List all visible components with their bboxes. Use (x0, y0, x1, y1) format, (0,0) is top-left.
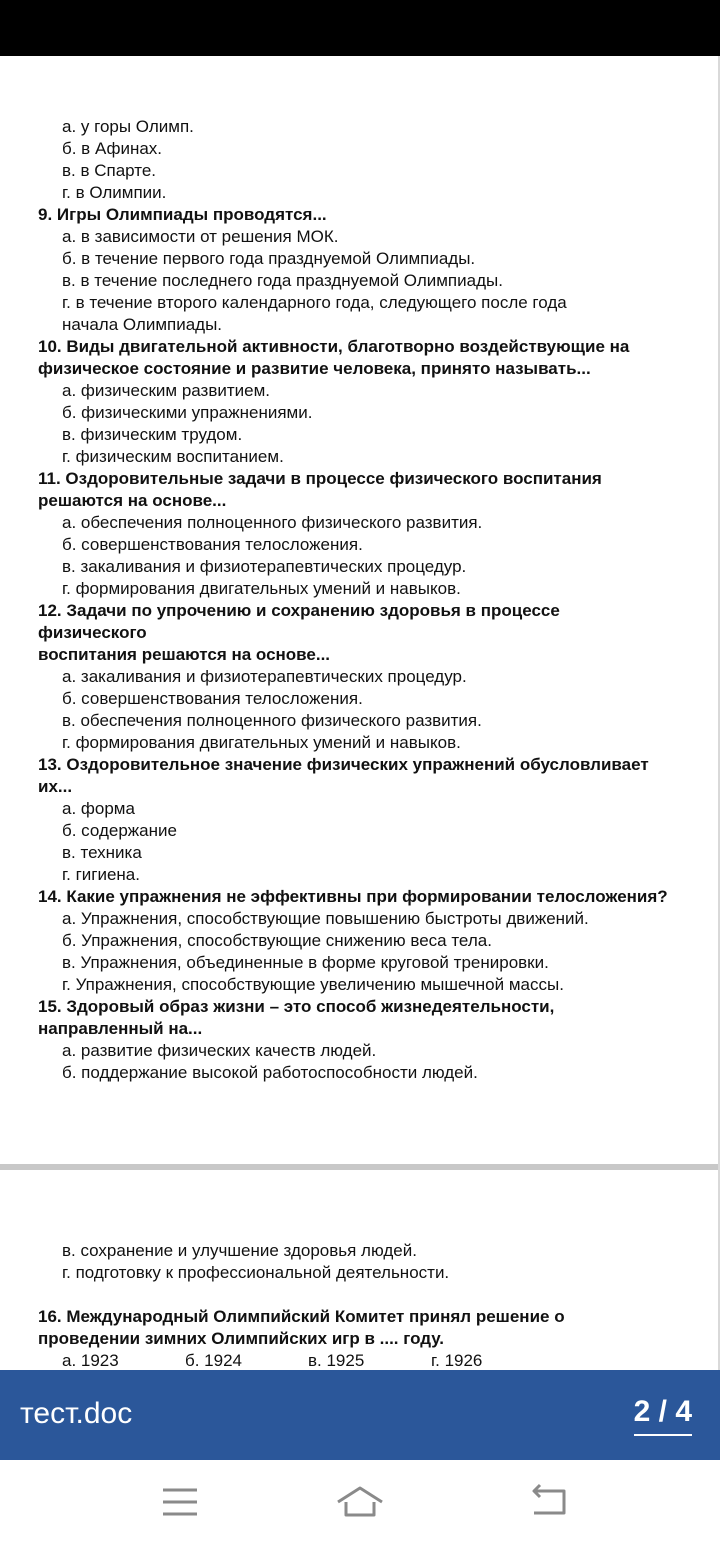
answer-option: г. в течение второго календарного года, следующего после года (62, 293, 567, 312)
answer-option: в. физическим трудом. (62, 425, 243, 444)
answer-option: в. в течение последнего года празднуемой Олимпиады. (62, 271, 503, 290)
answer-option: в. сохранение и улучшение здоровья людей. (62, 1241, 417, 1260)
answer-option: а. 1923 (62, 1351, 119, 1370)
answer-option: г. формирования двигательных умений и навыков. (62, 733, 461, 752)
question-line: 14. Какие упражнения не эффективны при формировании телосложения? (38, 887, 668, 906)
answer-option: б. совершенствования телосложения. (62, 689, 363, 708)
answer-option: а. закаливания и физиотерапевтических процедур. (62, 667, 467, 686)
answer-option: г. гигиена. (62, 865, 140, 884)
answer-option: г. в Олимпии. (62, 183, 167, 202)
answer-option: г. формирования двигательных умений и навыков. (62, 579, 461, 598)
navigation-bar (0, 1460, 720, 1544)
question-line: 11. Оздоровительные задачи в процессе физического воспитания (38, 469, 602, 488)
answer-option: г. подготовку к профессиональной деятельности. (62, 1263, 450, 1282)
answer-option: в. обеспечения полноценного физического развития. (62, 711, 482, 730)
question-line: физическое состояние и развитие человека, принято называть... (38, 359, 591, 378)
answer-option: а. обеспечения полноценного физического развития. (62, 513, 483, 532)
answer-option: б. физическими упражнениями. (62, 403, 313, 422)
question-line: воспитания решаются на основе... (38, 645, 331, 664)
home-button[interactable] (330, 1482, 390, 1522)
answer-option: а. Упражнения, способствующие повышению быстроты движений. (62, 909, 589, 928)
answer-option: г. физическим воспитанием. (62, 447, 284, 466)
answer-option: а. форма (62, 799, 135, 818)
recent-apps-button[interactable] (150, 1482, 210, 1522)
question-line: направленный на... (38, 1019, 203, 1038)
question-line: решаются на основе... (38, 491, 227, 510)
document-page-2 (0, 56, 718, 1164)
answer-option: в. 1925 (308, 1351, 365, 1370)
question-line: 10. Виды двигательной активности, благотворно воздействующие на (38, 337, 630, 356)
document-page-3 (0, 1170, 718, 1370)
back-button[interactable] (520, 1482, 580, 1522)
answer-option: б. в течение первого года празднуемой Олимпиады. (62, 249, 476, 268)
question-line: 9. Игры Олимпиады проводятся... (38, 205, 327, 224)
blank-line (38, 1284, 678, 1306)
home-icon (330, 1482, 390, 1522)
answer-option: в. в Спарте. (62, 161, 157, 180)
question-line: 13. Оздоровительное значение физических упражнений обусловливает (38, 755, 649, 774)
answer-option: а. развитие физических качеств людей. (62, 1041, 377, 1060)
answer-option: начала Олимпиады. (62, 315, 223, 334)
question-16-options (62, 1350, 678, 1370)
document-text-page-2 (38, 116, 678, 1084)
answer-option: а. физическим развитием. (62, 381, 271, 400)
answer-option: а. в зависимости от решения МОК. (62, 227, 339, 246)
question-line: 15. Здоровый образ жизни – это способ жизнедеятельности, (38, 997, 555, 1016)
answer-option: в. закаливания и физиотерапевтических процедур. (62, 557, 467, 576)
answer-option: б. поддержание высокой работоспособности людей. (62, 1063, 478, 1082)
document-toolbar (0, 1370, 720, 1460)
answer-option: а. у горы Олимп. (62, 117, 194, 136)
answer-option: б. Упражнения, способствующие снижению веса тела. (62, 931, 492, 950)
back-icon (520, 1482, 580, 1522)
question-line: 16. Международный Олимпийский Комитет принял решение о (38, 1307, 565, 1326)
question-line: проведении зимних Олимпийских игр в .... году. (38, 1329, 444, 1348)
status-bar (0, 0, 720, 56)
answer-option: б. в Афинах. (62, 139, 163, 158)
document-text-page-3 (38, 1240, 678, 1370)
question-line: 12. Задачи по упрочению и сохранению здоровья в процессе (38, 601, 560, 620)
answer-option: в. Упражнения, объединенные в форме круговой тренировки. (62, 953, 549, 972)
answer-option: б. совершенствования телосложения. (62, 535, 363, 554)
recent-apps-icon (150, 1482, 210, 1522)
page-counter[interactable]: 2 / 4 (634, 1394, 692, 1436)
answer-option: г. Упражнения, способствующие увеличению мышечной массы. (62, 975, 564, 994)
answer-option: б. содержание (62, 821, 177, 840)
answer-option: г. 1926 (431, 1351, 483, 1370)
question-line: их... (38, 777, 73, 796)
answer-option: в. техника (62, 843, 142, 862)
document-title[interactable]: тест.doc (20, 1397, 133, 1430)
answer-option: б. 1924 (185, 1351, 243, 1370)
question-line: физического (38, 623, 147, 642)
